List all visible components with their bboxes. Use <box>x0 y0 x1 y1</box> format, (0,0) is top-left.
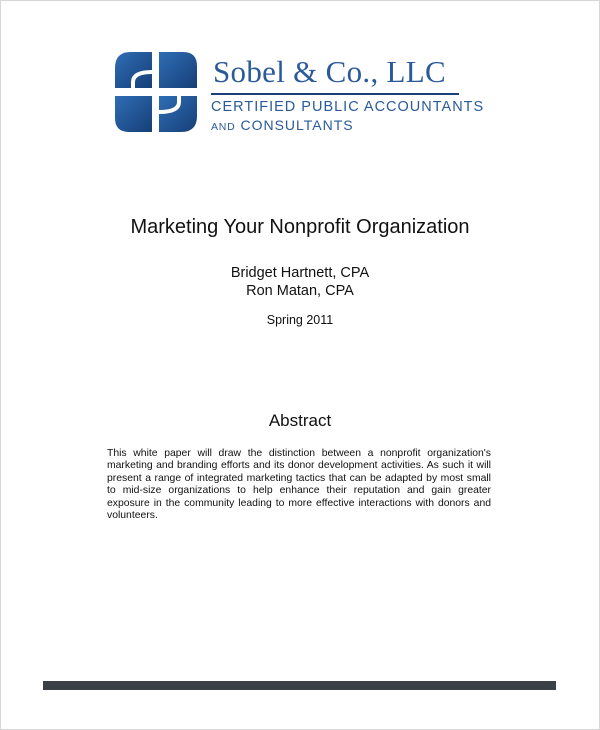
footer-bar <box>43 681 556 690</box>
tagline-line-1: CERTIFIED PUBLIC ACCOUNTANTS <box>211 99 485 115</box>
tagline-consultants: CONSULTANTS <box>240 117 354 133</box>
abstract-heading: Abstract <box>268 411 332 430</box>
sobel-logo-mark-icon <box>113 50 199 134</box>
document-title: Marketing Your Nonprofit Organization <box>130 216 470 238</box>
document-date: Spring 2011 <box>266 313 334 327</box>
abstract-body: This white paper will draw the distinction between a nonprofit organization's marketing and branding efforts and its donor development activities. As such it will present a range of integrated marketing tactics that can be adapted by most small to mid-size organizations to help enhance their reputation and gain greater exposure in the community leading to more effective interactions with donors and volunteers. <box>107 448 491 522</box>
tagline-and: AND <box>211 121 236 133</box>
company-name: Sobel & Co., LLC <box>213 54 447 89</box>
tagline-line-2 <box>211 118 354 133</box>
logo-divider <box>211 93 459 95</box>
author-1: Bridget Hartnett, CPA <box>230 265 370 281</box>
author-2: Ron Matan, CPA <box>246 283 354 299</box>
